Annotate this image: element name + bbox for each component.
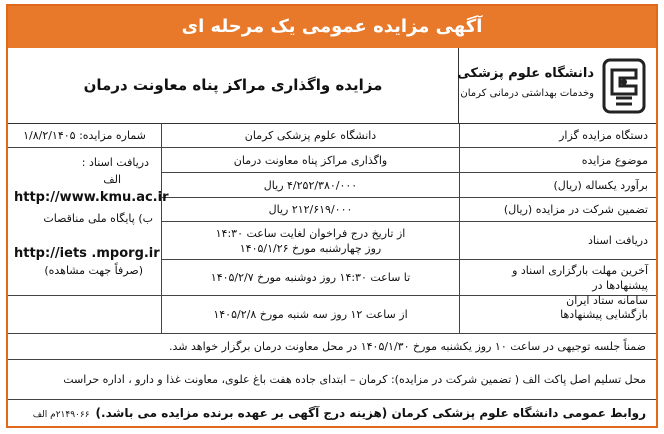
header [8,48,656,124]
side-line: الف [103,173,121,186]
iets-link[interactable]: http://iets .mporg.ir [14,246,160,261]
banner-title: آگهی مزایده عمومی یک مرحله ای [8,6,656,48]
label-line: سامانه ستاد ایران [566,294,648,307]
delivery-location-note: محل تسلیم اصل پاکت الف ( تضمین شرکت در مزایده): کرمان – ابتدای جاده هفت باغ علوی، معاونت غذا و دارو ، اداره حراست [8,360,656,400]
value-line: از تاریخ درج فراخوان لغایت ساعت ۱۴:۳۰ [215,227,406,240]
footer [8,400,656,426]
org-name: دانشگاه علوم پزشکی [457,66,594,81]
row-label: تضمین شرکت در مزایده (ریال) [459,198,656,222]
ad-frame [6,4,658,428]
side-line: ب) پایگاه ملی مناقصات [43,212,153,225]
auction-number: شماره مزایده: ۱/۸/۲/۱۴۰۵ [8,124,161,148]
row-value: دانشگاه علوم پزشکی کرمان [161,124,459,148]
side-line: (صرفاً جهت مشاهده) [44,264,143,277]
row-value: تا ساعت ۱۴:۳۰ روز دوشنبه مورخ ۱۴۰۵/۲/۷ [161,260,459,296]
documents-side-box [8,148,169,296]
info-table [8,124,656,334]
row-label [459,260,656,307]
empty-side-cell [8,296,161,334]
row-label: دریافت اسناد [459,222,656,260]
label-line: آخرین مهلت بارگزاری اسناد و پیشنهادها در [512,264,648,292]
footer-text: روابط عمومی دانشگاه علوم پزشکی کرمان (هزینه درج آگهی بر عهده برنده مزایده می باشد.) [95,406,646,420]
row-value: واگذاری مراکز پناه معاونت درمان [161,148,459,173]
row-label: دستگاه مزایده گزار [459,124,656,148]
row-value: ۴/۲۵۲/۳۸۰/۰۰۰ ریال [161,173,459,198]
value-line: روز چهارشنبه مورخ ۱۴۰۵/۱/۲۶ [239,242,382,255]
row-value: از ساعت ۱۲ روز سه شنبه مورخ ۱۴۰۵/۲/۸ [161,296,459,334]
ad-code: ۲۱۴۹۰۶۶م الف [32,410,90,420]
header-divider [458,48,459,123]
row-value: ۲۱۲/۶۱۹/۰۰۰ ریال [161,198,459,222]
row-label: برآورد یکساله (ریال) [459,173,656,198]
org-subtitle: وخدمات بهداشتی درمانی کرمان [460,88,594,99]
org-logo-block [457,52,654,120]
kmu-link[interactable]: http://www.kmu.ac.ir [14,190,169,205]
row-label: موضوع مزایده [459,148,656,173]
row-label: بازگشایی پیشنهادها [459,296,656,334]
row-value [161,222,459,260]
auction-title: مزایده واگذاری مراکز پناه معاونت درمان [83,76,383,94]
university-logo-icon [602,58,646,114]
briefing-note: ضمناً جلسه توجیهی در ساعت ۱۰ روز یکشنبه مورخ ۱۴۰۵/۱/۳۰ در محل معاونت درمان برگزار خواهد شد. [8,334,656,360]
side-line: دریافت اسناد : [81,156,149,169]
